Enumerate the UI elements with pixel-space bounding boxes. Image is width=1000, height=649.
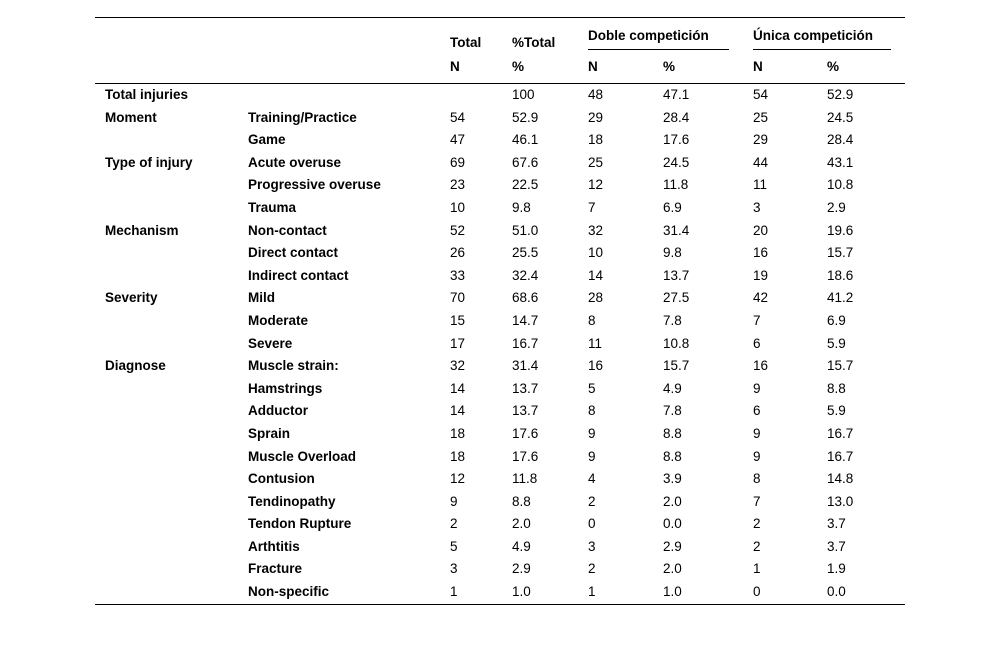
- cell-doble-pct: 17.6: [663, 132, 690, 148]
- cell-total-n: 32: [450, 358, 466, 374]
- cell-total-n: 15: [450, 312, 466, 328]
- table-row: [95, 513, 905, 536]
- cell-category: Severity: [105, 290, 158, 306]
- cell-category: [95, 197, 238, 220]
- empty-subheader-item: [238, 50, 440, 84]
- cell-category: [95, 265, 238, 288]
- cell-total-pct: 11.8: [512, 471, 538, 487]
- cell-unica-n: 20: [753, 222, 769, 238]
- cell-unica-pct: 0.0: [827, 584, 846, 600]
- cell-total-pct: 52.9: [512, 109, 539, 125]
- col-header-pct-total: %Total: [512, 35, 556, 50]
- empty-subheader-category: [95, 50, 238, 84]
- cell-doble-n: 2: [588, 561, 596, 577]
- cell-doble-pct: 2.0: [663, 561, 682, 577]
- cell-doble-n: 9: [588, 425, 596, 441]
- cell-total-pct: 17.6: [512, 448, 539, 464]
- cell-category: Diagnose: [105, 358, 166, 374]
- cell-total-n: 12: [450, 471, 466, 487]
- cell-unica-pct: 2.9: [827, 199, 846, 215]
- cell-doble-n: 2: [588, 493, 596, 509]
- cell-unica-pct: 41.2: [827, 290, 854, 306]
- cell-item: Adductor: [248, 403, 308, 419]
- cell-total-n: 54: [450, 109, 466, 125]
- cell-unica-n: 2: [753, 538, 761, 554]
- cell-doble-n: 11: [588, 335, 603, 351]
- cell-unica-n: 8: [753, 471, 761, 487]
- cell-category: [95, 513, 238, 536]
- cell-doble-n: 28: [588, 290, 604, 306]
- cell-category: [95, 581, 238, 604]
- cell-unica-pct: 19.6: [827, 222, 854, 238]
- cell-unica-pct: 3.7: [827, 538, 846, 554]
- cell-unica-pct: 1.9: [827, 561, 846, 577]
- cell-total-pct: 13.7: [512, 380, 539, 396]
- cell-unica-n: 11: [753, 177, 768, 193]
- cell-category: Mechanism: [105, 222, 179, 238]
- table-row: [95, 558, 905, 581]
- cell-doble-pct: 6.9: [663, 199, 682, 215]
- subheader-total-n: N: [440, 50, 502, 84]
- cell-unica-n: 16: [753, 245, 769, 261]
- cell-unica-n: 1: [753, 561, 761, 577]
- cell-total-pct: 2.9: [512, 561, 531, 577]
- cell-category: [95, 310, 238, 333]
- cell-category: [95, 129, 238, 152]
- cell-total-n: 69: [450, 154, 466, 170]
- cell-doble-pct: 24.5: [663, 154, 690, 170]
- cell-total-n: 5: [450, 538, 458, 554]
- cell-category: [95, 174, 238, 197]
- table-row: [95, 242, 905, 265]
- cell-item: Training/Practice: [248, 109, 357, 125]
- cell-category: Moment: [105, 109, 157, 125]
- cell-unica-pct: 16.7: [827, 448, 854, 464]
- cell-doble-n: 16: [588, 358, 604, 374]
- cell-item: [238, 84, 440, 107]
- cell-total-pct: 13.7: [512, 403, 539, 419]
- cell-unica-n: 9: [753, 425, 761, 441]
- cell-category: [95, 333, 238, 356]
- cell-item: Sprain: [248, 425, 291, 441]
- table-row: [95, 287, 905, 310]
- unica-competicion-label: Única competición: [753, 28, 891, 50]
- cell-total-pct: 31.4: [512, 358, 539, 374]
- doble-competicion-label: Doble competición: [588, 28, 729, 50]
- cell-total-n: 10: [450, 199, 466, 215]
- cell-item: Tendon Rupture: [248, 516, 352, 532]
- cell-doble-n: 25: [588, 154, 604, 170]
- cell-unica-pct: 10.8: [827, 177, 854, 193]
- cell-total-n: 1: [450, 584, 458, 600]
- cell-doble-pct: 8.8: [663, 448, 682, 464]
- cell-doble-pct: 11.8: [663, 177, 689, 193]
- cell-total-pct: 32.4: [512, 267, 539, 283]
- injury-statistics-table-container: [95, 17, 905, 605]
- cell-doble-n: 1: [588, 584, 596, 600]
- cell-unica-n: 25: [753, 109, 769, 125]
- cell-doble-pct: 47.1: [663, 87, 690, 102]
- cell-total-n: 18: [450, 425, 466, 441]
- cell-total-pct: 46.1: [512, 132, 539, 148]
- table-row: [95, 446, 905, 469]
- cell-doble-pct: 2.9: [663, 538, 682, 554]
- cell-total-n: 26: [450, 245, 466, 261]
- cell-total-pct: 67.6: [512, 154, 539, 170]
- cell-doble-pct: 13.7: [663, 267, 690, 283]
- cell-doble-pct: 8.8: [663, 425, 682, 441]
- cell-item: Acute overuse: [248, 154, 342, 170]
- cell-total-pct: 4.9: [512, 538, 531, 554]
- cell-total-n: 2: [450, 516, 458, 532]
- cell-unica-n: 9: [753, 448, 761, 464]
- cell-doble-n: 48: [588, 87, 604, 102]
- cell-category: [95, 400, 238, 423]
- cell-unica-pct: 3.7: [827, 516, 846, 532]
- cell-unica-n: 7: [753, 312, 761, 328]
- subheader-unica-pct: %: [817, 50, 905, 84]
- cell-doble-pct: 27.5: [663, 290, 690, 306]
- empty-header-item: [238, 18, 440, 51]
- cell-unica-pct: 13.0: [827, 493, 854, 509]
- cell-unica-n: 3: [753, 199, 761, 215]
- sub-header-row: [95, 50, 905, 84]
- cell-unica-n: 16: [753, 358, 769, 374]
- cell-unica-pct: 18.6: [827, 267, 854, 283]
- cell-total-n: 3: [450, 561, 458, 577]
- cell-total-n: 14: [450, 403, 466, 419]
- cell-unica-n: 9: [753, 380, 761, 396]
- subheader-doble-pct: %: [653, 50, 743, 84]
- cell-unica-pct: 52.9: [827, 87, 854, 102]
- cell-item: Hamstrings: [248, 380, 323, 396]
- cell-total-pct: 14.7: [512, 312, 539, 328]
- cell-item: Muscle Overload: [248, 448, 357, 464]
- cell-doble-n: 7: [588, 199, 596, 215]
- cell-doble-n: 8: [588, 403, 596, 419]
- table-row: [95, 220, 905, 243]
- cell-item: Non-contact: [248, 222, 327, 238]
- cell-doble-n: 12: [588, 177, 604, 193]
- cell-item: Severe: [248, 335, 293, 351]
- subheader-doble-n: N: [578, 50, 653, 84]
- cell-item: Mild: [248, 290, 275, 306]
- table-row: [95, 310, 905, 333]
- cell-item: Arthtitis: [248, 538, 300, 554]
- cell-unica-n: 42: [753, 290, 769, 306]
- cell-total-pct: 9.8: [512, 199, 531, 215]
- injury-statistics-table: [95, 17, 905, 605]
- cell-doble-pct: 28.4: [663, 109, 690, 125]
- subheader-total-pct: %: [502, 50, 578, 84]
- cell-unica-pct: 6.9: [827, 312, 846, 328]
- cell-total-pct: 22.5: [512, 177, 539, 193]
- cell-doble-pct: 0.0: [663, 516, 682, 532]
- cell-category: [95, 242, 238, 265]
- cell-doble-pct: 1.0: [663, 584, 682, 600]
- cell-doble-n: 18: [588, 132, 604, 148]
- table-row: [95, 152, 905, 175]
- cell-item: Tendinopathy: [248, 493, 336, 509]
- cell-unica-pct: 14.8: [827, 471, 854, 487]
- cell-total-n: 14: [450, 380, 466, 396]
- cell-unica-pct: 15.7: [827, 245, 854, 261]
- cell-total-n: 18: [450, 448, 466, 464]
- table-row: [95, 84, 905, 107]
- cell-total-pct: 8.8: [512, 493, 531, 509]
- col-header-unica-competicion: [743, 18, 905, 51]
- cell-total-n: 70: [450, 290, 466, 306]
- subheader-unica-n: N: [743, 50, 817, 84]
- table-row: [95, 400, 905, 423]
- empty-header-category: [95, 18, 238, 51]
- cell-total-pct: 17.6: [512, 425, 539, 441]
- table-row: [95, 468, 905, 491]
- cell-unica-n: 7: [753, 493, 761, 509]
- cell-item: Muscle strain:: [248, 358, 339, 374]
- cell-unica-n: 54: [753, 87, 769, 102]
- cell-category: [95, 558, 238, 581]
- cell-item: Direct contact: [248, 245, 339, 261]
- table-row: [95, 423, 905, 446]
- cell-unica-pct: 8.8: [827, 380, 846, 396]
- table-row: [95, 536, 905, 559]
- cell-unica-n: 6: [753, 403, 761, 419]
- cell-category: [95, 378, 238, 401]
- table-row: [95, 174, 905, 197]
- cell-doble-pct: 9.8: [663, 245, 682, 261]
- cell-total-pct: 25.5: [512, 245, 539, 261]
- cell-unica-pct: 43.1: [827, 154, 854, 170]
- table-row: [95, 333, 905, 356]
- cell-total-pct: 51.0: [512, 222, 539, 238]
- cell-total-pct: 100: [512, 87, 535, 102]
- cell-doble-n: 29: [588, 109, 604, 125]
- cell-unica-pct: 24.5: [827, 109, 854, 125]
- table-row: [95, 378, 905, 401]
- cell-unica-n: 29: [753, 132, 769, 148]
- cell-total-pct: 1.0: [512, 584, 531, 600]
- cell-item: Moderate: [248, 312, 309, 328]
- cell-doble-pct: 7.8: [663, 403, 682, 419]
- cell-unica-pct: 28.4: [827, 132, 854, 148]
- cell-doble-n: 3: [588, 538, 596, 554]
- cell-category: [95, 423, 238, 446]
- cell-doble-n: 8: [588, 312, 596, 328]
- cell-unica-pct: 5.9: [827, 403, 846, 419]
- table-row: [95, 491, 905, 514]
- cell-doble-pct: 7.8: [663, 312, 682, 328]
- cell-doble-pct: 15.7: [663, 358, 690, 374]
- cell-doble-n: 14: [588, 267, 604, 283]
- cell-doble-pct: 3.9: [663, 471, 682, 487]
- cell-doble-pct: 31.4: [663, 222, 690, 238]
- cell-doble-n: 32: [588, 222, 604, 238]
- cell-unica-n: 2: [753, 516, 761, 532]
- cell-total-n: 23: [450, 177, 466, 193]
- cell-unica-pct: 15.7: [827, 358, 854, 374]
- cell-total-n: 9: [450, 493, 458, 509]
- cell-total-n: 47: [450, 132, 466, 148]
- cell-doble-n: 0: [588, 516, 596, 532]
- col-header-doble-competicion: [578, 18, 743, 51]
- group-header-row: [95, 18, 905, 51]
- table-body: [95, 84, 905, 605]
- cell-unica-pct: 5.9: [827, 335, 846, 351]
- cell-category: Total injuries: [105, 87, 189, 102]
- cell-category: [95, 491, 238, 514]
- col-header-total: Total: [450, 35, 482, 50]
- cell-total-n: 33: [450, 267, 466, 283]
- table-row: [95, 355, 905, 378]
- cell-doble-n: 9: [588, 448, 596, 464]
- table-row: [95, 107, 905, 130]
- table-row: [95, 129, 905, 152]
- cell-total-pct: 2.0: [512, 516, 531, 532]
- cell-category: [95, 536, 238, 559]
- cell-item: Progressive overuse: [248, 177, 381, 193]
- cell-total-n: 17: [450, 335, 466, 351]
- cell-total-pct: 68.6: [512, 290, 539, 306]
- cell-unica-n: 44: [753, 154, 769, 170]
- cell-doble-n: 10: [588, 245, 604, 261]
- cell-total-pct: 16.7: [512, 335, 539, 351]
- cell-unica-n: 6: [753, 335, 761, 351]
- cell-total-n: [440, 84, 502, 107]
- cell-category: Type of injury: [105, 154, 193, 170]
- cell-total-n: 52: [450, 222, 466, 238]
- cell-doble-pct: 4.9: [663, 380, 682, 396]
- table-row: [95, 581, 905, 604]
- cell-doble-pct: 2.0: [663, 493, 682, 509]
- cell-category: [95, 468, 238, 491]
- cell-item: Non-specific: [248, 584, 330, 600]
- cell-item: Fracture: [248, 561, 303, 577]
- table-row: [95, 265, 905, 288]
- cell-category: [95, 446, 238, 469]
- cell-item: Trauma: [248, 199, 297, 215]
- cell-doble-n: 4: [588, 471, 596, 487]
- cell-unica-n: 0: [753, 584, 761, 600]
- cell-doble-n: 5: [588, 380, 596, 396]
- table-row: [95, 197, 905, 220]
- cell-unica-n: 19: [753, 267, 769, 283]
- cell-doble-pct: 10.8: [663, 335, 690, 351]
- cell-item: Contusion: [248, 471, 315, 487]
- cell-item: Game: [248, 132, 286, 148]
- cell-item: Indirect contact: [248, 267, 349, 283]
- cell-unica-pct: 16.7: [827, 425, 854, 441]
